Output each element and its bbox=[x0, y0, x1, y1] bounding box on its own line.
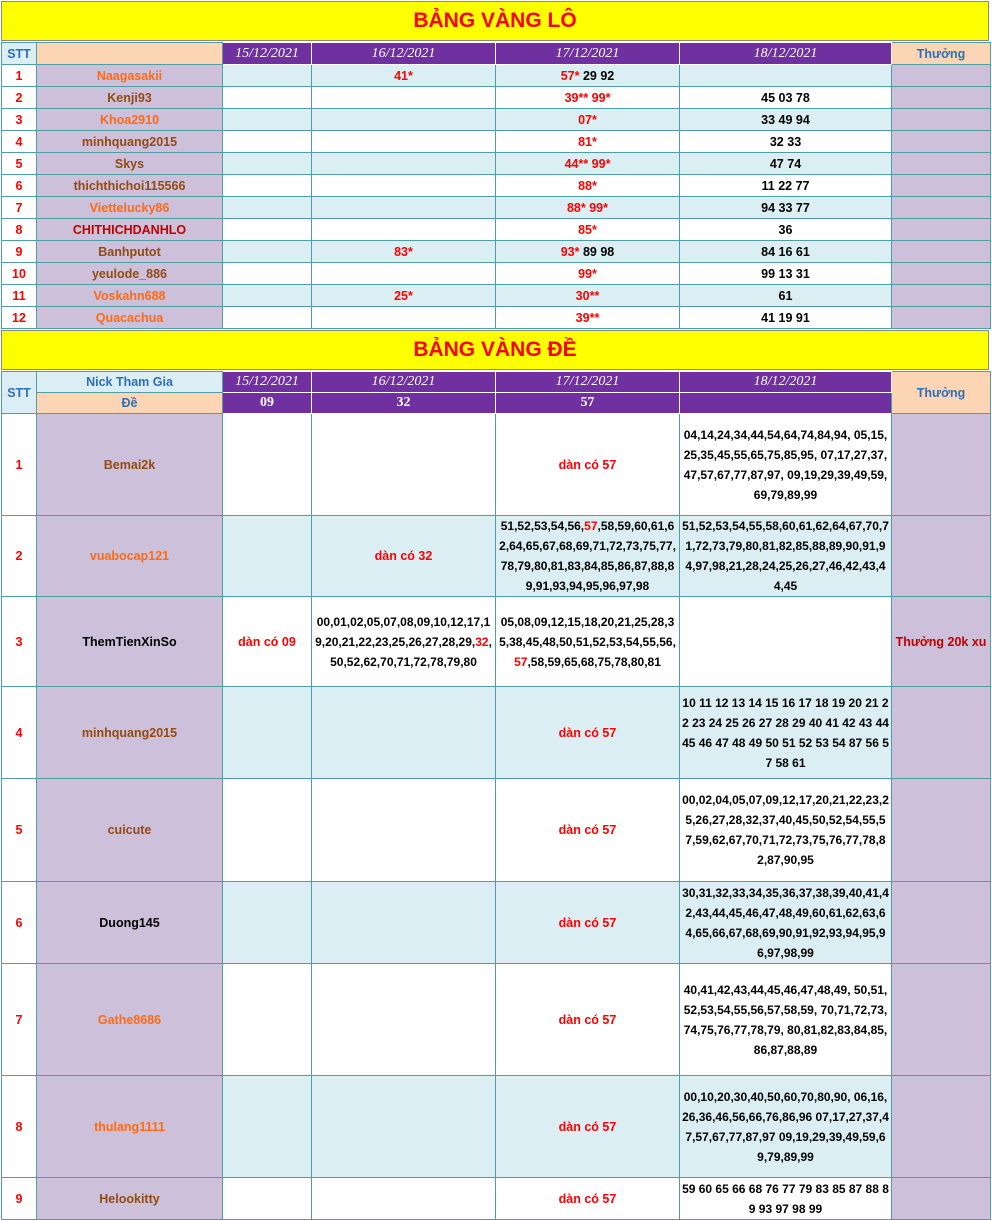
de-day1-cell bbox=[223, 1076, 312, 1178]
lo-day3-cell bbox=[496, 87, 680, 109]
lo-hit-numbers: 44** 99* bbox=[564, 156, 611, 171]
de-day2-cell bbox=[312, 1178, 496, 1220]
stt-cell: 9 bbox=[2, 241, 37, 263]
de-day1-cell bbox=[223, 1178, 312, 1220]
prize-cell bbox=[892, 1076, 991, 1178]
prize-cell bbox=[892, 153, 991, 175]
lo-day1-cell bbox=[223, 65, 312, 87]
stt-cell: 2 bbox=[2, 87, 37, 109]
lo-thuong-header: Thưởng bbox=[892, 43, 991, 65]
de-day2-cell bbox=[312, 882, 496, 964]
de-date-header: 17/12/2021 bbox=[496, 372, 680, 393]
stt-cell: 1 bbox=[2, 414, 37, 516]
de-day2-cell bbox=[312, 1076, 496, 1178]
lo-day4-cell: 94 33 77 bbox=[680, 197, 892, 219]
lo-date-header: 15/12/2021 bbox=[223, 43, 312, 65]
lo-day4-cell: 11 22 77 bbox=[680, 175, 892, 197]
nick-cell: Viettelucky86 bbox=[37, 197, 223, 219]
stt-cell: 1 bbox=[2, 65, 37, 87]
lo-day1-cell bbox=[223, 87, 312, 109]
lo-hit-numbers: 81* bbox=[578, 134, 597, 149]
lo-day1-cell bbox=[223, 153, 312, 175]
stt-cell: 7 bbox=[2, 964, 37, 1076]
de-day4-cell: 10 11 12 13 14 15 16 17 18 19 20 21 22 23 24 25 26 27 28 29 40 41 42 43 44 45 46 47 48 49 50 51 52 53 54 87 56 57 58 61 bbox=[680, 687, 892, 779]
lo-day2-cell bbox=[312, 197, 496, 219]
lo-title: BẢNG VÀNG LÔ bbox=[1, 1, 989, 41]
lo-day2-cell: 41* bbox=[312, 65, 496, 87]
de-day3-cell: dàn có 57 bbox=[496, 1178, 680, 1220]
stt-cell: 6 bbox=[2, 175, 37, 197]
lo-hit-numbers: 88* 99* bbox=[566, 200, 608, 215]
de-thuong-header: Thưởng bbox=[892, 372, 991, 414]
prize-cell bbox=[892, 307, 991, 329]
de-day1-cell bbox=[223, 516, 312, 597]
de-date-header: 18/12/2021 bbox=[680, 372, 892, 393]
stt-cell: 6 bbox=[2, 882, 37, 964]
lo-date-header: 18/12/2021 bbox=[680, 43, 892, 65]
lo-day3-cell bbox=[496, 241, 680, 263]
de-day4-cell: 00,10,20,30,40,50,60,70,80,90, 06,16,26,36,46,56,66,76,86,96 07,17,27,37,47,57,67,77,87,97 09,19,29,39,49,59,69,79,89,99 bbox=[680, 1076, 892, 1178]
lo-day3-cell bbox=[496, 109, 680, 131]
nick-cell: cuicute bbox=[37, 779, 223, 882]
prize-cell bbox=[892, 219, 991, 241]
lo-hit-numbers: 85* bbox=[578, 222, 597, 237]
lo-day4-cell: 99 13 31 bbox=[680, 263, 892, 285]
de-day2-cell bbox=[312, 414, 496, 516]
table-row bbox=[2, 597, 991, 687]
lo-day2-cell bbox=[312, 219, 496, 241]
de-day3-cell: dàn có 57 bbox=[496, 414, 680, 516]
nick-cell: minhquang2015 bbox=[37, 131, 223, 153]
table-row bbox=[2, 87, 991, 109]
lo-hit-numbers: 39** 99* bbox=[564, 90, 611, 105]
de-day3-cell: dàn có 57 bbox=[496, 1076, 680, 1178]
lo-day4-cell: 47 74 bbox=[680, 153, 892, 175]
number-list-part: 51,52,53,54,56, bbox=[500, 519, 585, 533]
table-row bbox=[2, 1178, 991, 1220]
nick-cell: minhquang2015 bbox=[37, 687, 223, 779]
hit-number: 32 bbox=[475, 634, 489, 649]
table-row bbox=[2, 414, 991, 516]
lo-day2-cell bbox=[312, 263, 496, 285]
table-row bbox=[2, 779, 991, 882]
stt-cell: 2 bbox=[2, 516, 37, 597]
table-row bbox=[2, 153, 991, 175]
stt-cell: 4 bbox=[2, 131, 37, 153]
de-day4-cell: 04,14,24,34,44,54,64,74,84,94, 05,15,25,35,45,55,65,75,85,95, 07,17,27,37,47,57,67,77,87,97, 09,19,29,39,49,59,69,79,89,99 bbox=[680, 414, 892, 516]
prize-cell bbox=[892, 263, 991, 285]
lo-other-numbers: 89 98 bbox=[579, 244, 615, 259]
de-day2-cell bbox=[312, 964, 496, 1076]
stt-cell: 5 bbox=[2, 779, 37, 882]
lo-hit-numbers: 93* bbox=[560, 244, 580, 259]
nick-cell: ThemTienXinSo bbox=[37, 597, 223, 687]
prize-cell bbox=[892, 882, 991, 964]
lo-day1-cell bbox=[223, 307, 312, 329]
de-day3-cell: dàn có 57 bbox=[496, 687, 680, 779]
lo-day4-cell: 84 16 61 bbox=[680, 241, 892, 263]
table-row bbox=[2, 687, 991, 779]
stt-cell: 8 bbox=[2, 1076, 37, 1178]
de-day1-cell bbox=[223, 687, 312, 779]
lo-day2-cell bbox=[312, 131, 496, 153]
table-row bbox=[2, 1076, 991, 1178]
prize-cell bbox=[892, 414, 991, 516]
table-row bbox=[2, 131, 991, 153]
de-result-row bbox=[2, 393, 991, 414]
lo-day1-cell bbox=[223, 285, 312, 307]
lo-day3-cell bbox=[496, 153, 680, 175]
prize-cell bbox=[892, 285, 991, 307]
stt-cell: 7 bbox=[2, 197, 37, 219]
nick-cell: Bemai2k bbox=[37, 414, 223, 516]
table-row bbox=[2, 516, 991, 597]
stt-cell: 4 bbox=[2, 687, 37, 779]
lo-day4-cell: 36 bbox=[680, 219, 892, 241]
prize-cell bbox=[892, 964, 991, 1076]
de-day3-cell: dàn có 57 bbox=[496, 779, 680, 882]
lo-day3-cell bbox=[496, 197, 680, 219]
lo-stt-header: STT bbox=[2, 43, 37, 65]
de-day1-cell bbox=[223, 964, 312, 1076]
number-list-part: ,58,59,60,61,62,64,65,67,68,69,71,72,73,75,77,78,79,80,81,83,84,85,86,87,88,89,91,93,94,95,96,97,98 bbox=[499, 519, 676, 593]
prize-cell bbox=[892, 65, 991, 87]
de-day2-cell bbox=[312, 687, 496, 779]
hit-number: 57 bbox=[584, 519, 598, 533]
stt-cell: 10 bbox=[2, 263, 37, 285]
lo-day3-cell bbox=[496, 219, 680, 241]
prize-cell bbox=[892, 87, 991, 109]
de-result-value: 09 bbox=[223, 393, 312, 414]
lo-day2-cell: 25* bbox=[312, 285, 496, 307]
table-row bbox=[2, 285, 991, 307]
lo-day4-cell: 61 bbox=[680, 285, 892, 307]
de-stt-header: STT bbox=[2, 372, 37, 414]
nick-cell: CHITHICHDANHLO bbox=[37, 219, 223, 241]
de-day3-cell: dàn có 57 bbox=[496, 882, 680, 964]
de-result-value: 32 bbox=[312, 393, 496, 414]
lo-day2-cell bbox=[312, 87, 496, 109]
de-day2-cell bbox=[312, 779, 496, 882]
lo-day4-cell bbox=[680, 65, 892, 87]
stt-cell: 3 bbox=[2, 109, 37, 131]
nick-cell: Kenji93 bbox=[37, 87, 223, 109]
nick-cell: Naagasakii bbox=[37, 65, 223, 87]
lo-day4-cell: 32 33 bbox=[680, 131, 892, 153]
stt-cell: 9 bbox=[2, 1178, 37, 1220]
nick-cell: Quacachua bbox=[37, 307, 223, 329]
de-result-value bbox=[680, 393, 892, 414]
table-row bbox=[2, 307, 991, 329]
de-header-row bbox=[2, 372, 991, 393]
de-day2-cell: dàn có 32 bbox=[312, 516, 496, 597]
stt-cell: 8 bbox=[2, 219, 37, 241]
lo-day2-cell: 83* bbox=[312, 241, 496, 263]
number-list-part: ,50,52,62,70,71,72,78,79,80 bbox=[330, 634, 492, 669]
number-list-part: 00,01,02,05,07,08,09,10,12,17,19,20,21,22,23,25,26,27,28,29, bbox=[315, 614, 491, 649]
table-row bbox=[2, 175, 991, 197]
number-list-part: 05,08,09,12,15,18,20,21,25,28,35,38,45,48,50,51,52,53,54,55,56, bbox=[499, 614, 676, 649]
lo-day1-cell bbox=[223, 131, 312, 153]
number-list bbox=[498, 516, 677, 596]
lo-day2-cell bbox=[312, 153, 496, 175]
nick-cell: Banhputot bbox=[37, 241, 223, 263]
table-row bbox=[2, 197, 991, 219]
prize-cell bbox=[892, 175, 991, 197]
lo-day3-cell bbox=[496, 175, 680, 197]
table-row bbox=[2, 219, 991, 241]
lo-hit-numbers: 88* bbox=[578, 178, 597, 193]
nick-cell: Helookitty bbox=[37, 1178, 223, 1220]
de-result-label: Đề bbox=[37, 393, 223, 414]
de-day4-cell: 59 60 65 66 68 76 77 79 83 85 87 88 89 93 97 98 99 bbox=[680, 1178, 892, 1220]
de-title: BẢNG VÀNG ĐỀ bbox=[1, 330, 989, 370]
prize-cell bbox=[892, 197, 991, 219]
lo-table bbox=[1, 42, 991, 329]
de-day4-cell: 30,31,32,33,34,35,36,37,38,39,40,41,42,43,44,45,46,47,48,49,60,61,62,63,64,65,66,67,68,69,90,91,92,93,94,95,96,97,98,99 bbox=[680, 882, 892, 964]
lo-day2-cell bbox=[312, 109, 496, 131]
lo-day3-cell bbox=[496, 263, 680, 285]
de-day1-cell: dàn có 09 bbox=[223, 597, 312, 687]
lo-day1-cell bbox=[223, 241, 312, 263]
de-day2-cell bbox=[312, 597, 496, 687]
prize-cell bbox=[892, 516, 991, 597]
de-day1-cell bbox=[223, 779, 312, 882]
lo-day3-cell bbox=[496, 307, 680, 329]
prize-cell bbox=[892, 131, 991, 153]
lo-hit-numbers: 57* bbox=[560, 68, 580, 83]
number-list bbox=[314, 612, 493, 672]
nick-cell: thulang1111 bbox=[37, 1076, 223, 1178]
prize-cell bbox=[892, 779, 991, 882]
stt-cell: 5 bbox=[2, 153, 37, 175]
de-date-header: 16/12/2021 bbox=[312, 372, 496, 393]
lo-day4-cell: 41 19 91 bbox=[680, 307, 892, 329]
lo-hit-numbers: 39** bbox=[575, 310, 600, 325]
table-row bbox=[2, 241, 991, 263]
de-day3-cell bbox=[496, 597, 680, 687]
hit-number: 57 bbox=[514, 654, 528, 669]
de-result-value: 57 bbox=[496, 393, 680, 414]
prize-cell bbox=[892, 109, 991, 131]
lo-day1-cell bbox=[223, 109, 312, 131]
nick-cell: Skys bbox=[37, 153, 223, 175]
de-day4-cell: 51,52,53,54,55,58,60,61,62,64,67,70,71,72,73,79,80,81,82,85,88,89,90,91,94,97,98,21,28,24,25,26,27,46,42,43,44,45 bbox=[680, 516, 892, 597]
lo-hit-numbers: 99* bbox=[578, 266, 597, 281]
nick-cell: Gathe8686 bbox=[37, 964, 223, 1076]
prize-cell bbox=[892, 241, 991, 263]
stt-cell: 11 bbox=[2, 285, 37, 307]
lo-day3-cell bbox=[496, 131, 680, 153]
prize-cell bbox=[892, 687, 991, 779]
de-day4-cell bbox=[680, 597, 892, 687]
de-date-header: 15/12/2021 bbox=[223, 372, 312, 393]
nick-cell: vuabocap121 bbox=[37, 516, 223, 597]
lo-day4-cell: 33 49 94 bbox=[680, 109, 892, 131]
de-day4-cell: 00,02,04,05,07,09,12,17,20,21,22,23,25,26,27,28,32,37,40,45,50,52,54,55,57,59,62,67,70,71,72,73,75,76,77,78,82,87,90,95 bbox=[680, 779, 892, 882]
table-row bbox=[2, 882, 991, 964]
lo-name-header bbox=[37, 43, 223, 65]
nick-cell: yeulode_886 bbox=[37, 263, 223, 285]
table-row bbox=[2, 263, 991, 285]
lo-hit-numbers: 30** bbox=[575, 288, 600, 303]
table-row bbox=[2, 109, 991, 131]
de-day3-cell: dàn có 57 bbox=[496, 964, 680, 1076]
nick-cell: thichthichoi115566 bbox=[37, 175, 223, 197]
lo-day3-cell bbox=[496, 65, 680, 87]
de-day1-cell bbox=[223, 882, 312, 964]
lo-date-header: 16/12/2021 bbox=[312, 43, 496, 65]
table-row bbox=[2, 964, 991, 1076]
de-table bbox=[1, 371, 991, 1220]
table-row bbox=[2, 65, 991, 87]
de-day4-cell: 40,41,42,43,44,45,46,47,48,49, 50,51,52,53,54,55,56,57,58,59, 70,71,72,73,74,75,76,77,78,79, 80,81,82,83,84,85,86,87,88,89 bbox=[680, 964, 892, 1076]
stt-cell: 12 bbox=[2, 307, 37, 329]
number-list bbox=[498, 612, 677, 672]
prize-cell bbox=[892, 1178, 991, 1220]
lo-day2-cell bbox=[312, 307, 496, 329]
lo-day1-cell bbox=[223, 175, 312, 197]
stt-cell: 3 bbox=[2, 597, 37, 687]
lo-day2-cell bbox=[312, 175, 496, 197]
de-day3-cell bbox=[496, 516, 680, 597]
lo-header-row bbox=[2, 43, 991, 65]
nick-cell: Duong145 bbox=[37, 882, 223, 964]
lo-hit-numbers: 07* bbox=[578, 112, 597, 127]
prize-cell: Thưởng 20k xu bbox=[892, 597, 991, 687]
lo-day1-cell bbox=[223, 263, 312, 285]
lo-other-numbers: 29 92 bbox=[579, 68, 615, 83]
lo-day1-cell bbox=[223, 197, 312, 219]
nick-cell: Khoa2910 bbox=[37, 109, 223, 131]
number-list-part: ,58,59,65,68,75,78,80,81 bbox=[527, 654, 661, 669]
de-day1-cell bbox=[223, 414, 312, 516]
lo-day4-cell: 45 03 78 bbox=[680, 87, 892, 109]
de-nick-header: Nick Tham Gia bbox=[37, 372, 223, 393]
lo-day1-cell bbox=[223, 219, 312, 241]
nick-cell: Voskahn688 bbox=[37, 285, 223, 307]
lo-day3-cell bbox=[496, 285, 680, 307]
lo-date-header: 17/12/2021 bbox=[496, 43, 680, 65]
